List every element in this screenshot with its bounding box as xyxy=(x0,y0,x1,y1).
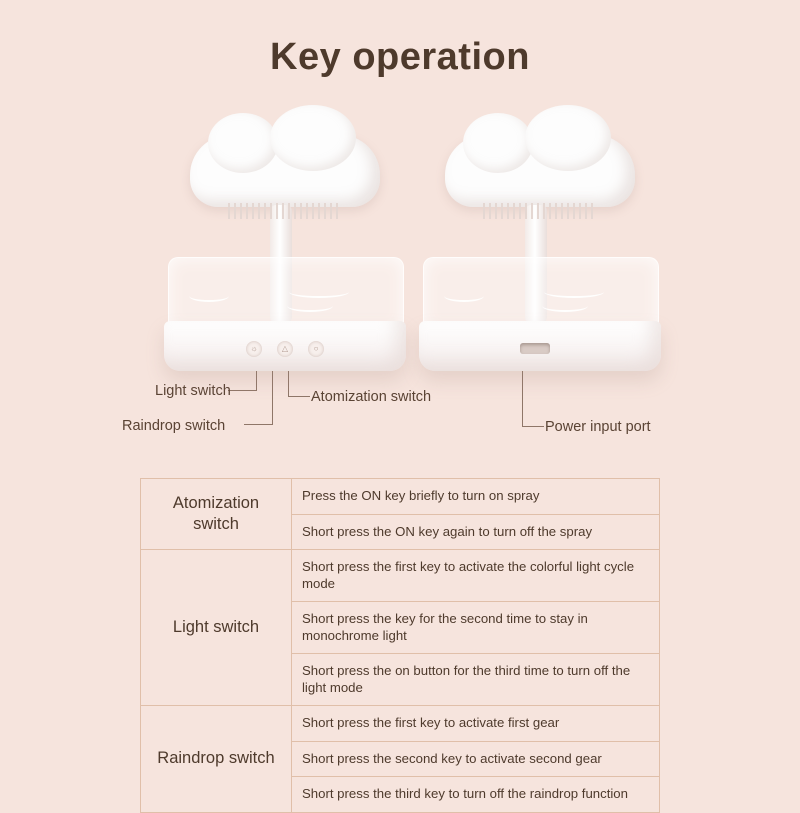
callout-atomization-switch: Atomization switch xyxy=(311,389,432,405)
callout-light-switch: Light switch xyxy=(155,383,231,399)
rain-nozzle-bristles xyxy=(228,203,340,219)
power-input-port-icon xyxy=(520,343,550,354)
table-cell: Short press the third key to turn off the raindrop function xyxy=(292,777,660,813)
callout-raindrop-switch: Raindrop switch xyxy=(122,418,226,434)
table-cell: Short press the first key to activate first gear xyxy=(292,706,660,742)
light-switch-button[interactable]: ☼ xyxy=(246,341,262,357)
table-cell: Short press the on button for the third time to turn off the light mode xyxy=(292,654,660,706)
leader-line-raindrop-switch-h xyxy=(244,424,273,425)
leader-line-atomization-switch-h xyxy=(288,396,310,397)
table-group-raindrop: Raindrop switch xyxy=(141,706,292,813)
table-cell: Short press the second key to activate second gear xyxy=(292,741,660,777)
water-ripple xyxy=(544,286,604,298)
water-tank xyxy=(423,257,659,331)
water-ripple xyxy=(289,286,349,298)
water-tank xyxy=(168,257,404,331)
table-row xyxy=(141,479,660,515)
control-buttons-group xyxy=(246,341,324,357)
leader-line-power-port-h xyxy=(522,426,544,427)
water-ripple xyxy=(287,300,333,312)
product-illustration-left xyxy=(160,135,410,375)
page-title: Key operation xyxy=(270,36,530,78)
table-cell: Press the ON key briefly to turn on spray xyxy=(292,479,660,515)
product-illustration-right xyxy=(415,135,665,375)
table-group-atomization: Atomization switch xyxy=(141,479,292,550)
rain-nozzle-bristles xyxy=(483,203,595,219)
water-ripple xyxy=(189,290,229,302)
leader-line-light-switch-h xyxy=(228,390,257,391)
cloud-diffuser-head-icon xyxy=(445,135,635,207)
table-group-light: Light switch xyxy=(141,550,292,706)
water-ripple xyxy=(444,290,484,302)
table-cell: Short press the ON key again to turn off the spray xyxy=(292,514,660,550)
water-ripple xyxy=(542,300,588,312)
cloud-diffuser-head-icon xyxy=(190,135,380,207)
callout-power-input-port: Power input port xyxy=(545,419,651,435)
leader-line-raindrop-switch xyxy=(272,362,273,424)
table-row xyxy=(141,706,660,742)
key-operation-table xyxy=(140,478,660,813)
table-cell: Short press the first key to activate the colorful light cycle mode xyxy=(292,550,660,602)
table-cell: Short press the key for the second time to stay in monochrome light xyxy=(292,602,660,654)
raindrop-switch-button[interactable]: △ xyxy=(277,341,293,357)
atomization-switch-button[interactable]: ○ xyxy=(308,341,324,357)
table-row xyxy=(141,550,660,602)
